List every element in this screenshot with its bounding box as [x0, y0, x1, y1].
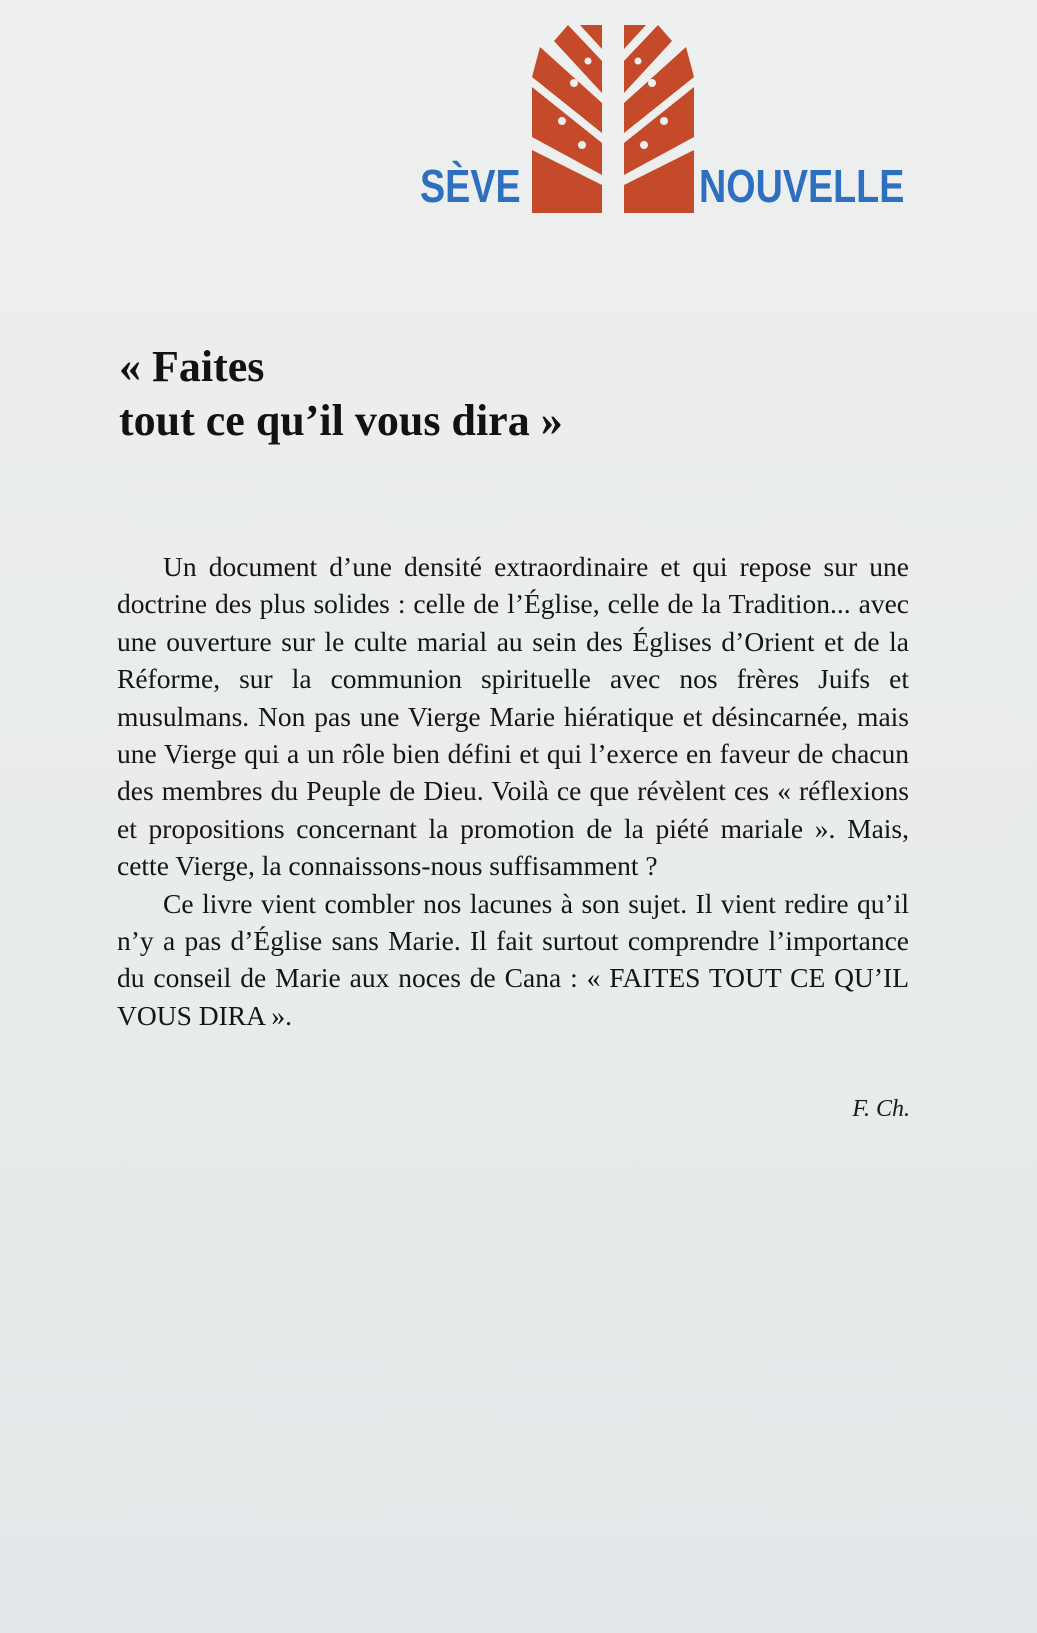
- title-line-2: tout ce qu’il vous dira »: [119, 396, 563, 445]
- tree-logo-icon: [532, 25, 694, 213]
- book-title: [119, 340, 563, 448]
- title-line-1: « Faites: [119, 342, 265, 391]
- author-signature: F. Ch.: [852, 1096, 910, 1122]
- blurb-paragraph-2: Ce livre vient combler nos lacunes à son sujet. Il vient redire qu’il n’y a pas d’Église sans Marie. Il fait surtout comprendre l’importance du conseil de Marie aux noces de Cana : « FAITES TOUT CE QU’IL VOUS DIRA ».: [117, 887, 909, 1031]
- logo-word-seve: SÈVE: [420, 160, 521, 212]
- logo-word-nouvelle: NOUVELLE: [699, 160, 905, 212]
- blurb: [117, 548, 909, 1034]
- blurb-paragraph-1: Un document d’une densité extraordinaire et qui repose sur une doctrine des plus solides : celle de l’Église, celle de la Tradition... avec une ouverture sur le culte marial au sein des Églises d’Orient et de la Réforme, sur la communion spirituelle avec nos frères Juifs et musulmans. Non pas une Vierge Marie hiératique et désincarnée, mais une Vierge qui a un rôle bien défini et qui l’exerce en faveur de chacun des membres du Peuple de Dieu. Voilà ce que révèlent ces « réflexions et propositions concernant la promotion de la piété mariale ». Mais, cette Vierge, la connaissons-nous suffisamment ?: [117, 551, 909, 882]
